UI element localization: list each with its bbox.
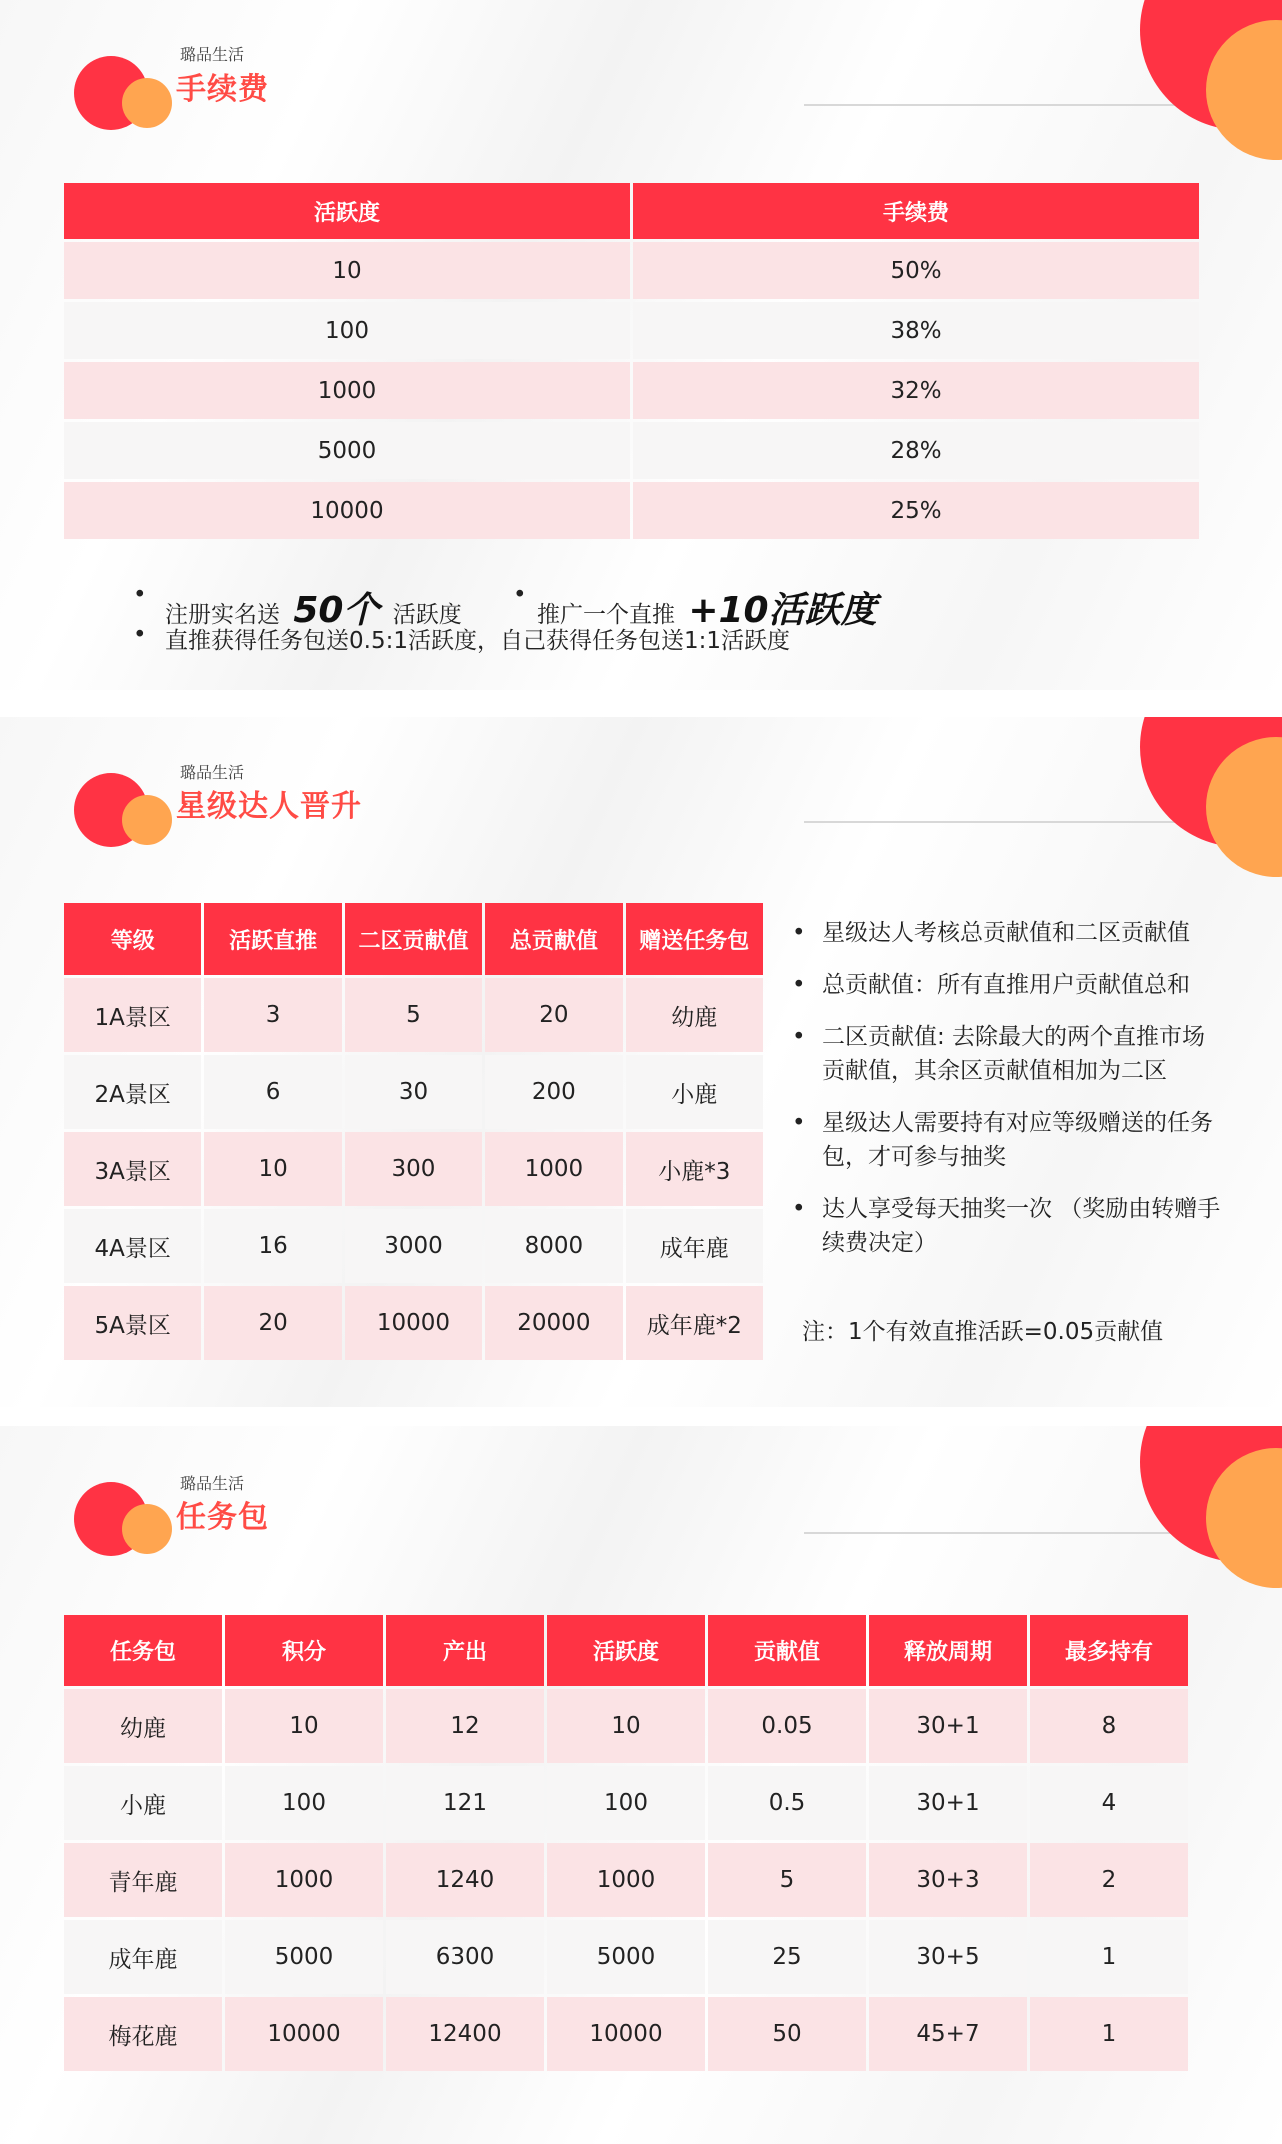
star-header-cell: 等级 — [64, 903, 201, 975]
bullet-task-package-text: 直推获得任务包送0.5:1活跃度，自己获得任务包送1:1活跃度 — [165, 628, 790, 654]
star-cell: 幼鹿 — [626, 978, 763, 1052]
task-cell: 6300 — [386, 1920, 544, 1994]
table-row — [64, 1209, 763, 1283]
task-cell: 12400 — [386, 1997, 544, 2071]
star-cell: 3 — [204, 978, 341, 1052]
bullet-task-package — [133, 622, 790, 655]
star-note-item — [788, 916, 1228, 950]
logo-circle-orange — [122, 1504, 172, 1554]
slide-gap — [0, 1407, 1282, 1426]
task-cell: 青年鹿 — [64, 1843, 222, 1917]
star-cell: 1000 — [485, 1132, 622, 1206]
task-cell: 1 — [1030, 1920, 1188, 1994]
fee-cell: 100 — [64, 302, 630, 359]
star-cell: 16 — [204, 1209, 341, 1283]
task-cell: 5 — [708, 1843, 866, 1917]
bullet-dot: • — [792, 1196, 806, 1222]
task-table-header — [64, 1615, 1188, 1686]
star-notes-list — [788, 916, 1228, 1260]
section-title-task: 任务包 — [176, 1500, 269, 1535]
fee-cell: 28% — [633, 422, 1199, 479]
task-cell: 100 — [225, 1766, 383, 1840]
fee-cell: 32% — [633, 362, 1199, 419]
fee-slide — [0, 0, 1282, 690]
star-cell: 20000 — [485, 1286, 622, 1360]
task-cell: 100 — [547, 1766, 705, 1840]
brand-label: 璐品生活 — [180, 45, 245, 64]
task-cell: 4 — [1030, 1766, 1188, 1840]
table-row — [64, 1689, 1188, 1763]
logo-circle-orange — [122, 78, 172, 128]
star-cell: 小鹿*3 — [626, 1132, 763, 1206]
star-cell: 300 — [345, 1132, 482, 1206]
task-cell: 1240 — [386, 1843, 544, 1917]
task-cell: 30+1 — [869, 1689, 1027, 1763]
bullet-dot: • — [133, 582, 147, 608]
star-note-item — [788, 1020, 1228, 1088]
task-header-cell: 贡献值 — [708, 1615, 866, 1686]
slide-gap — [0, 690, 1282, 717]
task-cell: 45+7 — [869, 1997, 1027, 2071]
table-row — [64, 1286, 763, 1360]
section-title-fee: 手续费 — [176, 72, 269, 107]
star-note-item — [788, 1192, 1228, 1260]
star-table — [61, 900, 766, 1363]
star-cell: 20 — [485, 978, 622, 1052]
star-cell: 10000 — [345, 1286, 482, 1360]
task-cell: 成年鹿 — [64, 1920, 222, 1994]
title-divider — [804, 821, 1214, 823]
bullet-promote-pre: 推广一个直推 — [537, 602, 675, 628]
star-table-body — [64, 978, 763, 1360]
brand-label: 璐品生活 — [180, 763, 245, 782]
bullet-dot: • — [792, 920, 806, 946]
star-header-cell: 总贡献值 — [485, 903, 622, 975]
task-header-cell: 最多持有 — [1030, 1615, 1188, 1686]
fee-cell: 10 — [64, 242, 630, 299]
task-table-body — [64, 1689, 1188, 2071]
table-row — [64, 482, 1199, 539]
bullet-dot: • — [133, 622, 147, 648]
task-cell: 1000 — [225, 1843, 383, 1917]
bullet-dot: • — [792, 1024, 806, 1050]
star-cell: 6 — [204, 1055, 341, 1129]
star-note-item — [788, 1106, 1228, 1174]
fee-cell: 38% — [633, 302, 1199, 359]
star-footnote: 注：1个有效直推活跃=0.05贡献值 — [802, 1319, 1164, 1345]
table-row — [64, 1997, 1188, 2071]
star-table-header — [64, 903, 763, 975]
task-header-cell: 产出 — [386, 1615, 544, 1686]
table-row — [64, 1132, 763, 1206]
star-cell: 5A景区 — [64, 1286, 201, 1360]
star-cell: 3000 — [345, 1209, 482, 1283]
task-cell: 30+1 — [869, 1766, 1027, 1840]
star-cell: 成年鹿 — [626, 1209, 763, 1283]
fee-header-cell: 活跃度 — [64, 183, 630, 239]
title-divider — [804, 1532, 1214, 1534]
star-cell: 成年鹿*2 — [626, 1286, 763, 1360]
task-cell: 幼鹿 — [64, 1689, 222, 1763]
task-header-cell: 任务包 — [64, 1615, 222, 1686]
bullet-promote-big: +10活跃度 — [688, 590, 877, 631]
task-table — [61, 1612, 1191, 2074]
star-cell: 30 — [345, 1055, 482, 1129]
star-cell: 20 — [204, 1286, 341, 1360]
task-cell: 1 — [1030, 1997, 1188, 2071]
star-cell: 200 — [485, 1055, 622, 1129]
table-row — [64, 1920, 1188, 1994]
star-cell: 2A景区 — [64, 1055, 201, 1129]
star-cell: 8000 — [485, 1209, 622, 1283]
star-header-cell: 赠送任务包 — [626, 903, 763, 975]
star-note-text: 二区贡献值: 去除最大的两个直推市场贡献值，其余区贡献值相加为二区 — [822, 1024, 1206, 1084]
task-cell: 10 — [225, 1689, 383, 1763]
task-cell: 10000 — [225, 1997, 383, 2071]
task-header-cell: 释放周期 — [869, 1615, 1027, 1686]
title-divider — [804, 104, 1214, 106]
star-note-text: 达人享受每天抽奖一次 （奖励由转赠手续费决定） — [822, 1196, 1221, 1256]
table-row — [64, 422, 1199, 479]
task-header-cell: 活跃度 — [547, 1615, 705, 1686]
fee-header-cell: 手续费 — [633, 183, 1199, 239]
bullet-dot: • — [792, 972, 806, 998]
star-cell: 4A景区 — [64, 1209, 201, 1283]
star-header-cell: 二区贡献值 — [345, 903, 482, 975]
table-row — [64, 978, 763, 1052]
task-cell: 50 — [708, 1997, 866, 2071]
bullet-register-pre: 注册实名送 — [165, 602, 280, 628]
fee-cell: 5000 — [64, 422, 630, 479]
task-cell: 10000 — [547, 1997, 705, 2071]
table-row — [64, 242, 1199, 299]
task-cell: 12 — [386, 1689, 544, 1763]
table-row — [64, 302, 1199, 359]
section-title-star: 星级达人晋升 — [176, 789, 362, 824]
task-cell: 2 — [1030, 1843, 1188, 1917]
star-cell: 10 — [204, 1132, 341, 1206]
table-row — [64, 1843, 1188, 1917]
table-row — [64, 362, 1199, 419]
fee-table — [61, 180, 1202, 542]
task-cell: 1000 — [547, 1843, 705, 1917]
fee-cell: 10000 — [64, 482, 630, 539]
star-cell: 小鹿 — [626, 1055, 763, 1129]
task-cell: 小鹿 — [64, 1766, 222, 1840]
task-cell: 121 — [386, 1766, 544, 1840]
star-cell: 3A景区 — [64, 1132, 201, 1206]
table-row — [64, 1055, 763, 1129]
logo-circle-orange — [122, 795, 172, 845]
fee-cell: 25% — [633, 482, 1199, 539]
task-cell: 25 — [708, 1920, 866, 1994]
star-note-text: 总贡献值：所有直推用户贡献值总和 — [822, 972, 1190, 998]
task-cell: 8 — [1030, 1689, 1188, 1763]
table-row — [64, 1766, 1188, 1840]
star-cell: 1A景区 — [64, 978, 201, 1052]
fee-table-header — [64, 183, 1199, 239]
task-cell: 5000 — [225, 1920, 383, 1994]
star-header-cell: 活跃直推 — [204, 903, 341, 975]
bullet-dot: • — [792, 1110, 806, 1136]
bullet-dot: • — [513, 582, 527, 608]
task-header-cell: 积分 — [225, 1615, 383, 1686]
star-cell: 5 — [345, 978, 482, 1052]
task-cell: 0.05 — [708, 1689, 866, 1763]
star-note-item — [788, 968, 1228, 1002]
star-note-text: 星级达人需要持有对应等级赠送的任务包，才可参与抽奖 — [822, 1110, 1213, 1170]
task-cell: 0.5 — [708, 1766, 866, 1840]
bullet-register-post: 活跃度 — [392, 602, 462, 628]
fee-cell: 1000 — [64, 362, 630, 419]
bullet-register-big: 50个 — [293, 590, 380, 631]
task-cell: 5000 — [547, 1920, 705, 1994]
task-cell: 梅花鹿 — [64, 1997, 222, 2071]
fee-table-body — [64, 242, 1199, 539]
task-cell: 30+5 — [869, 1920, 1027, 1994]
star-note-text: 星级达人考核总贡献值和二区贡献值 — [822, 920, 1190, 946]
fee-cell: 50% — [633, 242, 1199, 299]
task-cell: 30+3 — [869, 1843, 1027, 1917]
task-cell: 10 — [547, 1689, 705, 1763]
brand-label: 璐品生活 — [180, 1474, 245, 1493]
